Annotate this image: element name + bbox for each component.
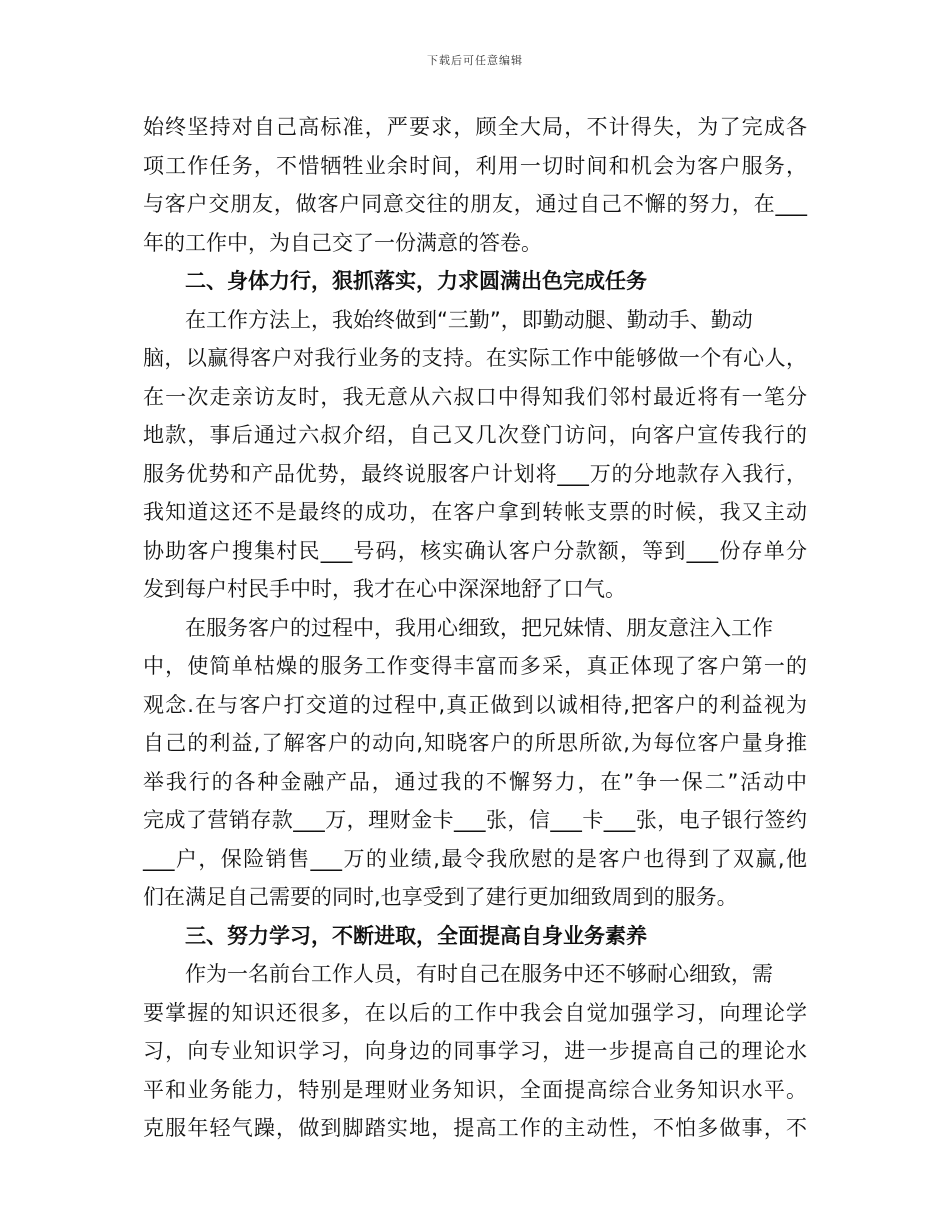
paragraph-line: 观念.在与客户打交道的过程中,真正做到以诚相待,把客户的利益视为 xyxy=(143,692,807,717)
paragraph-line: 项工作任务，不惜牺牲业余时间，利用一切时间和机会为客户服务， xyxy=(143,153,807,178)
paragraph-line: 在工作方法上，我始终做到“三勤”，即勤动腿、勤动手、勤动 xyxy=(185,307,753,332)
paragraph-line: 完成了营销存款___万，理财金卡___张，信___卡___张，电子银行签约 xyxy=(143,808,807,832)
paragraph-line: 要掌握的知识还很多，在以后的工作中我会自觉加强学习，向理论学 xyxy=(143,1000,807,1025)
paragraph-line: 自己的利益,了解客户的动向,知晓客户的所思所欲,为每位客户量身推 xyxy=(143,731,807,755)
paragraph-line: 平和业务能力，特别是理财业务知识，全面提高综合业务知识水平。 xyxy=(143,1077,807,1102)
paragraph-line: 中，使简单枯燥的服务工作变得丰富而多采，真正体现了客户第一的 xyxy=(143,654,807,678)
paragraph-line: 始终坚持对自己高标准，严要求，顾全大局，不计得失，为了完成各 xyxy=(143,115,807,139)
paragraph-line: 克服年轻气躁，做到脚踏实地，提高工作的主动性，不怕多做事，不 xyxy=(143,1116,807,1140)
paragraph-line: 协助客户搜集村民___号码，核实确认客户分款额，等到___份存单分 xyxy=(143,538,807,563)
paragraph-line: 年的工作中，为自己交了一份满意的答卷。 xyxy=(143,230,542,255)
paragraph-line: 作为一名前台工作人员，有时自己在服务中还不够耐心细致，需 xyxy=(185,962,773,986)
page-header: 下载后可任意编辑 xyxy=(427,54,523,67)
paragraph-line: 地款，事后通过六叔介绍，自己又几次登门访问，向客户宣传我行的 xyxy=(143,423,807,447)
paragraph-line: 发到每户村民手中时，我才在心中深深地舒了口气。 xyxy=(143,577,626,601)
paragraph-line: 举我行的各种金融产品，通过我的不懈努力，在”争一保二”活动中 xyxy=(143,769,807,794)
paragraph-line: 们在满足自己需要的同时,也享受到了建行更加细致周到的服务。 xyxy=(143,885,738,909)
paragraph-line: 在服务客户的过程中，我用心细致，把兄妹情、朋友意注入工作 xyxy=(185,615,773,640)
paragraph-line: ___户，保险销售___万的业绩,最令我欣慰的是客户也得到了双赢,他 xyxy=(143,846,807,871)
paragraph-line: 我知道这还不是最终的成功，在客户拿到转帐支票的时候，我又主动 xyxy=(143,500,807,524)
paragraph-line: 与客户交朋友，做客户同意交往的朋友，通过自己不懈的努力，在___ xyxy=(143,192,807,216)
paragraph-line: 服务优势和产品优势，最终说服客户计划将___万的分地款存入我行， xyxy=(143,461,807,486)
paragraph-line: 脑，以赢得客户对我行业务的支持。在实际工作中能够做一个有心人， xyxy=(143,346,807,370)
section-heading: 三、努力学习，不断进取，全面提高自身业务素养 xyxy=(185,923,647,948)
document-body xyxy=(143,108,807,1148)
paragraph-line: 习，向专业知识学习，向身边的同事学习，进一步提高自己的理论水 xyxy=(143,1039,807,1063)
paragraph-line: 在一次走亲访友时，我无意从六叔口中得知我们邻村最近将有一笔分 xyxy=(143,384,807,409)
section-heading: 二、身体力行，狠抓落实，力求圆满出色完成任务 xyxy=(185,269,647,293)
